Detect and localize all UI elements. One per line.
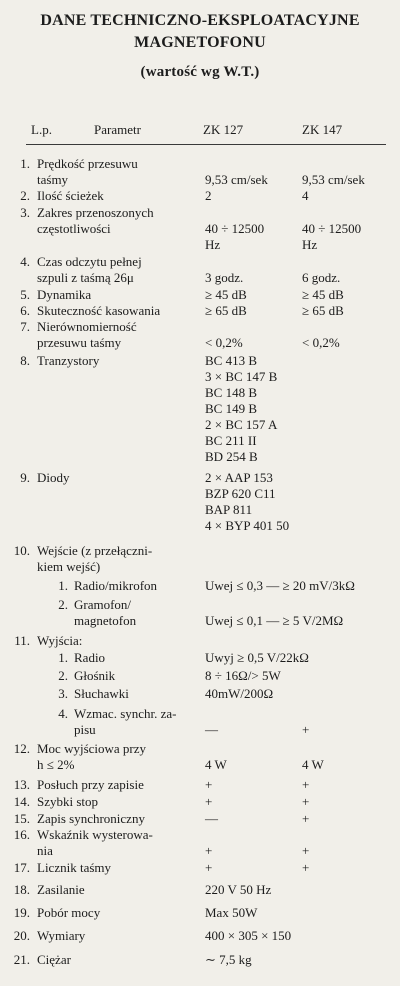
row-parameter: Dynamika bbox=[37, 287, 92, 302]
row-subparameter: Radio bbox=[74, 650, 106, 665]
row-value-zk147: + bbox=[302, 777, 310, 792]
row-parameter: Ilość ścieżek bbox=[37, 188, 104, 203]
row-parameter: Pobór mocy bbox=[37, 905, 101, 920]
row-parameter: szpuli z taśmą 26μ bbox=[37, 270, 134, 285]
row-value-zk127: + bbox=[205, 777, 213, 792]
row-value-zk127: 4 W bbox=[205, 757, 227, 772]
row-number: 19. bbox=[13, 905, 30, 920]
row-subparameter: Radio/mikrofon bbox=[74, 578, 158, 593]
header-lp: L.p. bbox=[31, 122, 52, 137]
row-parameter: Tranzystory bbox=[37, 353, 100, 368]
row-parameter: Moc wyjściowa przy bbox=[37, 741, 147, 756]
row-subparameter: Gramofon/ bbox=[74, 597, 132, 612]
row-subnumber: 2. bbox=[58, 597, 68, 612]
row-value-zk127: ≥ 65 dB bbox=[205, 303, 247, 318]
title-subtitle: (wartość wg W.T.) bbox=[140, 64, 260, 80]
row-number: 10. bbox=[13, 543, 30, 558]
row-value-zk127: 8 ÷ 16Ω/> 5W bbox=[205, 668, 281, 683]
title-line-2: MAGNETOFONU bbox=[134, 34, 266, 51]
row-value-zk127: 2 × BC 157 A bbox=[205, 417, 278, 432]
row-subparameter: magnetofon bbox=[74, 613, 137, 628]
row-value-zk147: + bbox=[302, 811, 310, 826]
row-subnumber: 1. bbox=[58, 578, 68, 593]
row-value-zk147: ≥ 65 dB bbox=[302, 303, 344, 318]
row-number: 4. bbox=[20, 254, 30, 269]
row-value-zk127: BD 254 B bbox=[205, 449, 258, 464]
row-number: 3. bbox=[20, 205, 30, 220]
row-value-zk127: BC 149 B bbox=[205, 401, 258, 416]
row-value-zk127: — bbox=[205, 722, 218, 737]
row-value-zk147: ≥ 45 dB bbox=[302, 287, 344, 302]
header-parametr: Parametr bbox=[94, 122, 141, 137]
row-parameter: częstotliwości bbox=[37, 221, 111, 236]
row-parameter: Wymiary bbox=[37, 928, 86, 943]
row-value-zk127: 400 × 305 × 150 bbox=[205, 928, 292, 943]
row-number: 7. bbox=[20, 319, 30, 334]
row-value-zk127: < 0,2% bbox=[205, 335, 243, 350]
header-rule bbox=[26, 144, 386, 145]
row-parameter: h ≤ 2% bbox=[37, 757, 75, 772]
row-subnumber: 3. bbox=[58, 686, 68, 701]
row-value-zk127: 220 V 50 Hz bbox=[205, 882, 272, 897]
title-line-1: DANE TECHNICZNO-EKSPLOATACYJNE bbox=[40, 12, 360, 29]
row-parameter: Diody bbox=[37, 470, 70, 485]
row-parameter: Wejście (z przełączni- bbox=[37, 543, 153, 558]
row-number: 16. bbox=[13, 827, 30, 842]
row-value-zk127: + bbox=[205, 794, 213, 809]
row-number: 6. bbox=[20, 303, 30, 318]
row-number: 17. bbox=[13, 860, 30, 875]
row-value-zk147: 4 bbox=[302, 188, 309, 203]
row-value-zk127: BC 211 II bbox=[205, 433, 257, 448]
row-value-zk147: 4 W bbox=[302, 757, 324, 772]
row-value-zk127: — bbox=[205, 811, 218, 826]
row-value-zk127: Hz bbox=[205, 237, 221, 252]
row-value-zk127: BC 413 B bbox=[205, 353, 258, 368]
row-parameter: Prędkość przesuwu bbox=[37, 156, 138, 171]
row-value-zk147: + bbox=[302, 843, 310, 858]
row-value-zk147: 40 ÷ 12500 bbox=[302, 221, 362, 236]
row-value-zk127: 40 ÷ 12500 bbox=[205, 221, 265, 236]
row-parameter: Szybki stop bbox=[37, 794, 99, 809]
row-subparameter: Słuchawki bbox=[74, 686, 129, 701]
row-value-zk147: + bbox=[302, 794, 310, 809]
row-value-zk127: Uwej ≤ 0,1 — ≥ 5 V/2MΩ bbox=[205, 613, 344, 628]
row-value-zk127: BAP 811 bbox=[205, 502, 253, 517]
row-value-zk127: BC 148 B bbox=[205, 385, 258, 400]
row-subnumber: 1. bbox=[58, 650, 68, 665]
row-number: 1. bbox=[20, 156, 30, 171]
row-number: 20. bbox=[13, 928, 30, 943]
row-subnumber: 4. bbox=[58, 706, 68, 721]
row-number: 8. bbox=[20, 353, 30, 368]
row-parameter: Wskaźnik wysterowa- bbox=[37, 827, 153, 842]
row-value-zk147: + bbox=[302, 860, 310, 875]
row-value-zk127: 2 × AAP 153 bbox=[205, 470, 273, 485]
row-parameter: Czas odczytu pełnej bbox=[37, 254, 142, 269]
row-value-zk127: Uwej ≤ 0,3 — ≥ 20 mV/3kΩ bbox=[205, 578, 355, 593]
row-value-zk147: 6 godz. bbox=[302, 270, 341, 285]
row-subnumber: 2. bbox=[58, 668, 68, 683]
row-subparameter: pisu bbox=[74, 722, 96, 737]
row-value-zk127: 3 × BC 147 B bbox=[205, 369, 278, 384]
row-value-zk147: < 0,2% bbox=[302, 335, 340, 350]
row-number: 9. bbox=[20, 470, 30, 485]
row-value-zk127: 3 godz. bbox=[205, 270, 244, 285]
row-parameter: Skuteczność kasowania bbox=[37, 303, 161, 318]
row-value-zk127: Max 50W bbox=[205, 905, 258, 920]
row-parameter: Posłuch przy zapisie bbox=[37, 777, 144, 792]
row-value-zk127: ≥ 45 dB bbox=[205, 287, 247, 302]
row-value-zk127: 2 bbox=[205, 188, 212, 203]
row-number: 11. bbox=[14, 633, 30, 648]
row-subparameter: Wzmac. synchr. za- bbox=[74, 706, 177, 721]
row-number: 18. bbox=[13, 882, 30, 897]
row-value-zk127: 4 × BYP 401 50 bbox=[205, 518, 290, 533]
row-value-zk147: Hz bbox=[302, 237, 318, 252]
row-parameter: Zasilanie bbox=[37, 882, 85, 897]
row-value-zk127: ∼ 7,5 kg bbox=[205, 952, 252, 967]
row-parameter: Wyjścia: bbox=[37, 633, 83, 648]
row-value-zk127: + bbox=[205, 843, 213, 858]
row-parameter: kiem wejść) bbox=[37, 559, 101, 574]
row-parameter: Licznik taśmy bbox=[37, 860, 112, 875]
row-number: 12. bbox=[13, 741, 30, 756]
row-parameter: Zapis synchroniczny bbox=[37, 811, 145, 826]
row-value-zk127: 40mW/200Ω bbox=[205, 686, 274, 701]
row-value-zk127: 9,53 cm/sek bbox=[205, 172, 268, 187]
row-parameter: Nierównomierność bbox=[37, 319, 137, 334]
row-number: 15. bbox=[13, 811, 30, 826]
row-value-zk127: Uwyj ≥ 0,5 V/22kΩ bbox=[205, 650, 309, 665]
row-number: 13. bbox=[13, 777, 30, 792]
header-zk127: ZK 127 bbox=[203, 122, 244, 137]
row-parameter: taśmy bbox=[37, 172, 69, 187]
row-number: 21. bbox=[13, 952, 30, 967]
header-zk147: ZK 147 bbox=[302, 122, 343, 137]
row-parameter: Zakres przenoszonych bbox=[37, 205, 154, 220]
row-value-zk147: 9,53 cm/sek bbox=[302, 172, 365, 187]
row-parameter: nia bbox=[37, 843, 53, 858]
row-parameter: Ciężar bbox=[37, 952, 71, 967]
row-parameter: przesuwu taśmy bbox=[37, 335, 122, 350]
row-value-zk147: + bbox=[302, 722, 310, 737]
row-subparameter: Głośnik bbox=[74, 668, 116, 683]
row-number: 2. bbox=[20, 188, 30, 203]
row-number: 14. bbox=[13, 794, 30, 809]
row-number: 5. bbox=[20, 287, 30, 302]
row-value-zk127: BZP 620 C11 bbox=[205, 486, 276, 501]
row-value-zk127: + bbox=[205, 860, 213, 875]
